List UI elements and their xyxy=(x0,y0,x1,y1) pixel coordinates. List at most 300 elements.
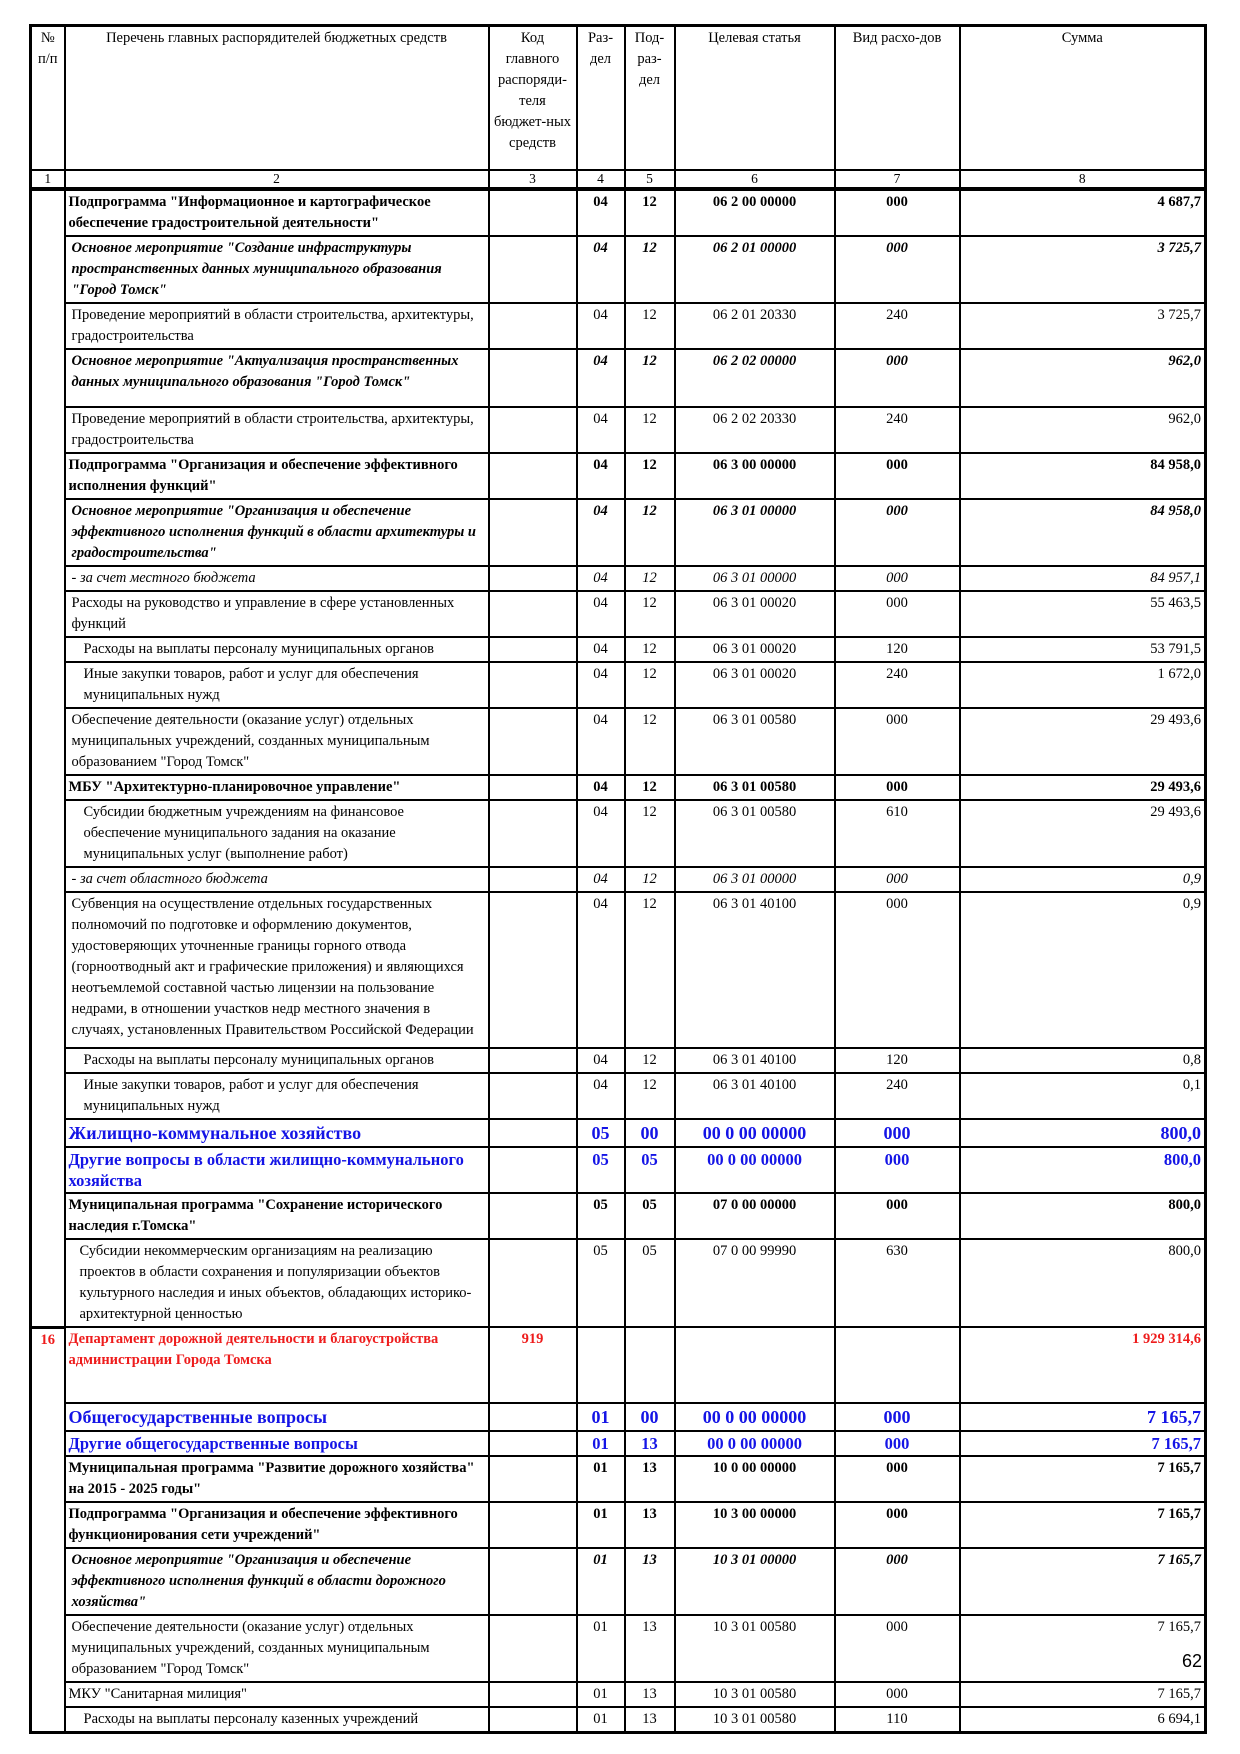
cell-exptype: 000 xyxy=(835,867,960,892)
cell-subsection: 12 xyxy=(625,407,675,453)
cell-target: 06 3 01 00000 xyxy=(675,566,835,591)
table-row xyxy=(31,1431,1206,1456)
table-row xyxy=(31,800,1206,867)
cell-num xyxy=(31,800,65,867)
cell-sum: 6 694,1 xyxy=(960,1707,1206,1733)
cell-code xyxy=(489,1707,577,1733)
cell-code xyxy=(489,1239,577,1327)
cell-num xyxy=(31,1682,65,1707)
cell-section: 04 xyxy=(577,892,625,1048)
cell-code xyxy=(489,708,577,775)
cell-target: 06 2 02 20330 xyxy=(675,407,835,453)
cell-code xyxy=(489,662,577,708)
table-row xyxy=(31,1456,1206,1502)
cell-sum: 7 165,7 xyxy=(960,1403,1206,1431)
cell-name: Иные закупки товаров, работ и услуг для обеспечения муниципальных нужд xyxy=(65,662,489,708)
cell-subsection: 00 xyxy=(625,1119,675,1147)
cell-num xyxy=(31,1193,65,1239)
header-row xyxy=(31,26,1206,171)
cell-exptype: 110 xyxy=(835,1707,960,1733)
cell-target: 10 3 01 00580 xyxy=(675,1682,835,1707)
cell-name: Жилищно-коммунальное хозяйство xyxy=(65,1119,489,1147)
cell-target: 00 0 00 00000 xyxy=(675,1147,835,1193)
cell-num xyxy=(31,236,65,303)
cell-name: МКУ "Санитарная милиция" xyxy=(65,1682,489,1707)
cell-section: 05 xyxy=(577,1119,625,1147)
cell-target: 10 3 01 00580 xyxy=(675,1615,835,1682)
cell-num xyxy=(31,591,65,637)
cell-code: 919 xyxy=(489,1327,577,1403)
cell-sum: 800,0 xyxy=(960,1239,1206,1327)
cell-section: 04 xyxy=(577,566,625,591)
cell-name: Муниципальная программа "Развитие дорожного хозяйства" на 2015 - 2025 годы" xyxy=(65,1456,489,1502)
table-row xyxy=(31,566,1206,591)
cell-target: 06 3 01 00000 xyxy=(675,867,835,892)
cell-num xyxy=(31,637,65,662)
cell-exptype: 000 xyxy=(835,453,960,499)
cell-num xyxy=(31,1502,65,1548)
cell-num xyxy=(31,1119,65,1147)
cell-num xyxy=(31,499,65,566)
cell-code xyxy=(489,1403,577,1431)
cell-num: 16 xyxy=(31,1327,65,1403)
colnum-3: 3 xyxy=(489,170,577,189)
cell-target: 06 2 02 00000 xyxy=(675,349,835,407)
colnum-5: 5 xyxy=(625,170,675,189)
cell-sum: 800,0 xyxy=(960,1147,1206,1193)
cell-subsection: 12 xyxy=(625,892,675,1048)
cell-exptype: 000 xyxy=(835,892,960,1048)
table-row xyxy=(31,1403,1206,1431)
cell-section: 04 xyxy=(577,662,625,708)
table-row xyxy=(31,236,1206,303)
cell-name: Проведение мероприятий в области строительства, архитектуры, градостроительства xyxy=(65,407,489,453)
cell-subsection: 13 xyxy=(625,1682,675,1707)
cell-num xyxy=(31,662,65,708)
cell-target: 06 3 00 00000 xyxy=(675,453,835,499)
cell-code xyxy=(489,189,577,236)
cell-sum: 53 791,5 xyxy=(960,637,1206,662)
cell-exptype: 000 xyxy=(835,1431,960,1456)
cell-name: Подпрограмма "Организация и обеспечение эффективного исполнения функций" xyxy=(65,453,489,499)
table-row xyxy=(31,1048,1206,1073)
colnum-6: 6 xyxy=(675,170,835,189)
cell-sum: 7 165,7 xyxy=(960,1615,1206,1682)
cell-target: 00 0 00 00000 xyxy=(675,1403,835,1431)
cell-subsection: 05 xyxy=(625,1239,675,1327)
cell-exptype: 000 xyxy=(835,1502,960,1548)
header-sum: Сумма xyxy=(960,26,1206,171)
cell-code xyxy=(489,1147,577,1193)
column-number-row xyxy=(31,170,1206,189)
cell-code xyxy=(489,499,577,566)
cell-subsection: 12 xyxy=(625,708,675,775)
cell-sum: 7 165,7 xyxy=(960,1682,1206,1707)
cell-exptype: 120 xyxy=(835,1048,960,1073)
cell-subsection: 12 xyxy=(625,236,675,303)
cell-code xyxy=(489,1682,577,1707)
cell-exptype: 000 xyxy=(835,236,960,303)
table-row xyxy=(31,1147,1206,1193)
cell-num xyxy=(31,1073,65,1119)
cell-section: 04 xyxy=(577,453,625,499)
cell-section: 01 xyxy=(577,1502,625,1548)
cell-code xyxy=(489,867,577,892)
cell-section: 01 xyxy=(577,1456,625,1502)
cell-subsection: 13 xyxy=(625,1707,675,1733)
cell-sum: 84 958,0 xyxy=(960,499,1206,566)
cell-name: Другие вопросы в области жилищно-коммунального хозяйства xyxy=(65,1147,489,1193)
cell-exptype: 000 xyxy=(835,1682,960,1707)
cell-subsection: 05 xyxy=(625,1147,675,1193)
cell-sum: 7 165,7 xyxy=(960,1502,1206,1548)
cell-name: Субвенция на осуществление отдельных государственных полномочий по подготовке и оформлению документов, удостоверяющих уточненные границы горного отвода (горноотводный акт и графические приложения) и являющихся неотъемлемой составной частью лицензии на пользование недрами, в отношении участков недр местного значения в случаях, установленных Правительством Российской Федерации xyxy=(65,892,489,1048)
cell-target: 06 3 01 00580 xyxy=(675,708,835,775)
cell-sum: 3 725,7 xyxy=(960,236,1206,303)
cell-num xyxy=(31,775,65,800)
cell-target: 00 0 00 00000 xyxy=(675,1119,835,1147)
cell-code xyxy=(489,1048,577,1073)
cell-section: 04 xyxy=(577,775,625,800)
cell-section: 05 xyxy=(577,1193,625,1239)
cell-code xyxy=(489,1073,577,1119)
cell-sum: 962,0 xyxy=(960,407,1206,453)
cell-subsection: 12 xyxy=(625,867,675,892)
cell-num xyxy=(31,1615,65,1682)
header-name: Перечень главных распорядителей бюджетных средств xyxy=(65,26,489,171)
table-row xyxy=(31,1548,1206,1615)
colnum-1: 1 xyxy=(31,170,65,189)
cell-name: Основное мероприятие "Организация и обеспечение эффективного исполнения функций в области дорожного хозяйства" xyxy=(65,1548,489,1615)
cell-sum: 800,0 xyxy=(960,1193,1206,1239)
cell-code xyxy=(489,892,577,1048)
cell-sum: 7 165,7 xyxy=(960,1456,1206,1502)
cell-exptype: 000 xyxy=(835,1403,960,1431)
cell-name: Основное мероприятие "Актуализация пространственных данных муниципального образования "Город Томск" xyxy=(65,349,489,407)
table-row xyxy=(31,1119,1206,1147)
cell-subsection xyxy=(625,1327,675,1403)
cell-code xyxy=(489,566,577,591)
cell-section: 04 xyxy=(577,499,625,566)
cell-num xyxy=(31,189,65,236)
cell-section: 01 xyxy=(577,1615,625,1682)
cell-section: 04 xyxy=(577,708,625,775)
cell-name: МБУ "Архитектурно-планировочное управление" xyxy=(65,775,489,800)
cell-sum: 0,8 xyxy=(960,1048,1206,1073)
cell-code xyxy=(489,1193,577,1239)
cell-section: 04 xyxy=(577,236,625,303)
table-row xyxy=(31,1193,1206,1239)
cell-code xyxy=(489,236,577,303)
cell-section: 04 xyxy=(577,407,625,453)
cell-name: Муниципальная программа "Сохранение исторического наследия г.Томска" xyxy=(65,1193,489,1239)
cell-code xyxy=(489,1502,577,1548)
cell-sum: 0,9 xyxy=(960,867,1206,892)
cell-code xyxy=(489,1431,577,1456)
cell-subsection: 12 xyxy=(625,591,675,637)
cell-name: Обеспечение деятельности (оказание услуг) отдельных муниципальных учреждений, созданных муниципальным образованием "Город Томск" xyxy=(65,1615,489,1682)
cell-code xyxy=(489,407,577,453)
cell-sum: 1 929 314,6 xyxy=(960,1327,1206,1403)
table-row xyxy=(31,499,1206,566)
cell-name: Департамент дорожной деятельности и благоустройства администрации Города Томска xyxy=(65,1327,489,1403)
cell-code xyxy=(489,775,577,800)
cell-subsection: 12 xyxy=(625,189,675,236)
cell-name: - за счет областного бюджета xyxy=(65,867,489,892)
header-num: № п/п xyxy=(31,26,65,171)
cell-section: 04 xyxy=(577,1073,625,1119)
budget-sheet xyxy=(29,24,1204,1734)
cell-name: Расходы на руководство и управление в сфере установленных функций xyxy=(65,591,489,637)
cell-num xyxy=(31,1431,65,1456)
cell-exptype: 000 xyxy=(835,708,960,775)
colnum-4: 4 xyxy=(577,170,625,189)
cell-num xyxy=(31,303,65,349)
cell-subsection: 12 xyxy=(625,662,675,708)
cell-exptype: 000 xyxy=(835,591,960,637)
cell-name: Общегосударственные вопросы xyxy=(65,1403,489,1431)
cell-exptype: 240 xyxy=(835,1073,960,1119)
table-row xyxy=(31,1707,1206,1733)
header-target: Целевая статья xyxy=(675,26,835,171)
cell-section: 01 xyxy=(577,1431,625,1456)
cell-target: 06 3 01 00580 xyxy=(675,775,835,800)
cell-sum: 29 493,6 xyxy=(960,708,1206,775)
table-row xyxy=(31,1327,1206,1403)
cell-num xyxy=(31,453,65,499)
cell-subsection: 13 xyxy=(625,1615,675,1682)
cell-subsection: 13 xyxy=(625,1502,675,1548)
cell-name: Расходы на выплаты персоналу казенных учреждений xyxy=(65,1707,489,1733)
cell-section: 04 xyxy=(577,1048,625,1073)
cell-exptype: 000 xyxy=(835,1119,960,1147)
header-code: Код главного распоряди-теля бюджет-ных средств xyxy=(489,26,577,171)
cell-target: 06 3 01 40100 xyxy=(675,1073,835,1119)
cell-sum: 1 672,0 xyxy=(960,662,1206,708)
cell-exptype: 000 xyxy=(835,1615,960,1682)
cell-exptype: 240 xyxy=(835,303,960,349)
budget-table xyxy=(29,24,1207,1734)
cell-sum: 0,9 xyxy=(960,892,1206,1048)
cell-target: 06 3 01 40100 xyxy=(675,892,835,1048)
header-subsection: Под-раз-дел xyxy=(625,26,675,171)
cell-subsection: 12 xyxy=(625,453,675,499)
cell-code xyxy=(489,1456,577,1502)
cell-code xyxy=(489,1548,577,1615)
cell-exptype: 000 xyxy=(835,349,960,407)
cell-name: Другие общегосударственные вопросы xyxy=(65,1431,489,1456)
cell-target: 07 0 00 99990 xyxy=(675,1239,835,1327)
cell-num xyxy=(31,1147,65,1193)
colnum-7: 7 xyxy=(835,170,960,189)
cell-code xyxy=(489,1615,577,1682)
cell-name: - за счет местного бюджета xyxy=(65,566,489,591)
cell-subsection: 12 xyxy=(625,499,675,566)
cell-sum: 55 463,5 xyxy=(960,591,1206,637)
cell-exptype: 630 xyxy=(835,1239,960,1327)
cell-subsection: 13 xyxy=(625,1431,675,1456)
cell-num xyxy=(31,1548,65,1615)
page-number: 62 xyxy=(1182,1651,1203,1671)
cell-code xyxy=(489,1119,577,1147)
table-row xyxy=(31,867,1206,892)
cell-name: Иные закупки товаров, работ и услуг для обеспечения муниципальных нужд xyxy=(65,1073,489,1119)
cell-num xyxy=(31,407,65,453)
cell-name: Проведение мероприятий в области строительства, архитектуры, градостроительства xyxy=(65,303,489,349)
cell-target: 06 2 01 20330 xyxy=(675,303,835,349)
cell-target: 06 3 01 00020 xyxy=(675,591,835,637)
cell-sum: 29 493,6 xyxy=(960,800,1206,867)
table-row xyxy=(31,1615,1206,1682)
table-row xyxy=(31,1073,1206,1119)
cell-exptype xyxy=(835,1327,960,1403)
cell-exptype: 000 xyxy=(835,1456,960,1502)
cell-target xyxy=(675,1327,835,1403)
table-row xyxy=(31,775,1206,800)
colnum-2: 2 xyxy=(65,170,489,189)
cell-name: Основное мероприятие "Создание инфраструктуры пространственных данных муниципального образования "Город Томск" xyxy=(65,236,489,303)
cell-num xyxy=(31,1239,65,1327)
budget-rows xyxy=(31,189,1206,1733)
cell-num xyxy=(31,1707,65,1733)
cell-subsection: 12 xyxy=(625,1048,675,1073)
cell-target: 06 3 01 00020 xyxy=(675,662,835,708)
cell-exptype: 240 xyxy=(835,662,960,708)
cell-code xyxy=(489,800,577,867)
cell-sum: 84 958,0 xyxy=(960,453,1206,499)
cell-exptype: 000 xyxy=(835,1548,960,1615)
cell-subsection: 12 xyxy=(625,800,675,867)
cell-section: 04 xyxy=(577,637,625,662)
cell-exptype: 000 xyxy=(835,1193,960,1239)
cell-sum: 0,1 xyxy=(960,1073,1206,1119)
cell-target: 07 0 00 00000 xyxy=(675,1193,835,1239)
cell-target: 06 3 01 00020 xyxy=(675,637,835,662)
cell-target: 00 0 00 00000 xyxy=(675,1431,835,1456)
cell-num xyxy=(31,1048,65,1073)
cell-num xyxy=(31,566,65,591)
cell-target: 06 3 01 00580 xyxy=(675,800,835,867)
cell-target: 10 3 01 00000 xyxy=(675,1548,835,1615)
cell-section: 04 xyxy=(577,189,625,236)
cell-target: 10 3 01 00580 xyxy=(675,1707,835,1733)
cell-subsection: 12 xyxy=(625,775,675,800)
cell-code xyxy=(489,349,577,407)
table-row xyxy=(31,1682,1206,1707)
cell-num xyxy=(31,867,65,892)
cell-sum: 800,0 xyxy=(960,1119,1206,1147)
cell-sum: 962,0 xyxy=(960,349,1206,407)
cell-name: Расходы на выплаты персоналу муниципальных органов xyxy=(65,637,489,662)
cell-num xyxy=(31,708,65,775)
cell-sum: 7 165,7 xyxy=(960,1431,1206,1456)
cell-name: Основное мероприятие "Организация и обеспечение эффективного исполнения функций в области архитектуры и градостроительства" xyxy=(65,499,489,566)
cell-subsection: 12 xyxy=(625,349,675,407)
table-row xyxy=(31,349,1206,407)
table-row xyxy=(31,1239,1206,1327)
cell-subsection: 12 xyxy=(625,637,675,662)
cell-name: Обеспечение деятельности (оказание услуг) отдельных муниципальных учреждений, созданных муниципальным образованием "Город Томск" xyxy=(65,708,489,775)
cell-target: 06 3 01 00000 xyxy=(675,499,835,566)
cell-section: 04 xyxy=(577,867,625,892)
cell-subsection: 00 xyxy=(625,1403,675,1431)
cell-code xyxy=(489,591,577,637)
cell-section: 04 xyxy=(577,349,625,407)
table-row xyxy=(31,662,1206,708)
table-row xyxy=(31,303,1206,349)
cell-target: 06 2 01 00000 xyxy=(675,236,835,303)
table-row xyxy=(31,407,1206,453)
cell-exptype: 000 xyxy=(835,499,960,566)
cell-section: 01 xyxy=(577,1548,625,1615)
cell-exptype: 000 xyxy=(835,566,960,591)
cell-exptype: 120 xyxy=(835,637,960,662)
table-row xyxy=(31,591,1206,637)
cell-name: Субсидии бюджетным учреждениям на финансовое обеспечение муниципального задания на оказание муниципальных услуг (выполнение работ) xyxy=(65,800,489,867)
cell-num xyxy=(31,1403,65,1431)
cell-section: 01 xyxy=(577,1403,625,1431)
table-row xyxy=(31,708,1206,775)
cell-subsection: 05 xyxy=(625,1193,675,1239)
cell-sum: 4 687,7 xyxy=(960,189,1206,236)
cell-target: 06 3 01 40100 xyxy=(675,1048,835,1073)
header-exptype: Вид расхо-дов xyxy=(835,26,960,171)
cell-subsection: 12 xyxy=(625,303,675,349)
table-row xyxy=(31,637,1206,662)
cell-section xyxy=(577,1327,625,1403)
cell-sum: 29 493,6 xyxy=(960,775,1206,800)
cell-exptype: 000 xyxy=(835,189,960,236)
table-row xyxy=(31,453,1206,499)
cell-section: 01 xyxy=(577,1707,625,1733)
cell-num xyxy=(31,1456,65,1502)
cell-num xyxy=(31,892,65,1048)
cell-name: Подпрограмма "Организация и обеспечение эффективного функционирования сети учреждений" xyxy=(65,1502,489,1548)
cell-code xyxy=(489,637,577,662)
cell-name: Расходы на выплаты персоналу муниципальных органов xyxy=(65,1048,489,1073)
table-row xyxy=(31,189,1206,236)
cell-num xyxy=(31,349,65,407)
cell-name: Субсидии некоммерческим организациям на реализацию проектов в области сохранения и популяризации объектов культурного наследия и иных объектов, обладающих историко-архитектурной ценностью xyxy=(65,1239,489,1327)
cell-section: 04 xyxy=(577,591,625,637)
cell-code xyxy=(489,453,577,499)
cell-subsection: 13 xyxy=(625,1548,675,1615)
colnum-8: 8 xyxy=(960,170,1206,189)
cell-sum: 84 957,1 xyxy=(960,566,1206,591)
cell-sum: 3 725,7 xyxy=(960,303,1206,349)
cell-subsection: 13 xyxy=(625,1456,675,1502)
table-row xyxy=(31,892,1206,1048)
cell-exptype: 000 xyxy=(835,1147,960,1193)
cell-target: 10 3 00 00000 xyxy=(675,1502,835,1548)
cell-section: 01 xyxy=(577,1682,625,1707)
cell-section: 05 xyxy=(577,1147,625,1193)
cell-exptype: 240 xyxy=(835,407,960,453)
cell-target: 06 2 00 00000 xyxy=(675,189,835,236)
table-row xyxy=(31,1502,1206,1548)
cell-name: Подпрограмма "Информационное и картографическое обеспечение градостроительной деятельности" xyxy=(65,189,489,236)
cell-section: 04 xyxy=(577,800,625,867)
cell-subsection: 12 xyxy=(625,1073,675,1119)
cell-sum: 7 165,7 xyxy=(960,1548,1206,1615)
cell-exptype: 610 xyxy=(835,800,960,867)
cell-section: 05 xyxy=(577,1239,625,1327)
cell-target: 10 0 00 00000 xyxy=(675,1456,835,1502)
header-section: Раз-дел xyxy=(577,26,625,171)
cell-code xyxy=(489,303,577,349)
cell-exptype: 000 xyxy=(835,775,960,800)
cell-subsection: 12 xyxy=(625,566,675,591)
